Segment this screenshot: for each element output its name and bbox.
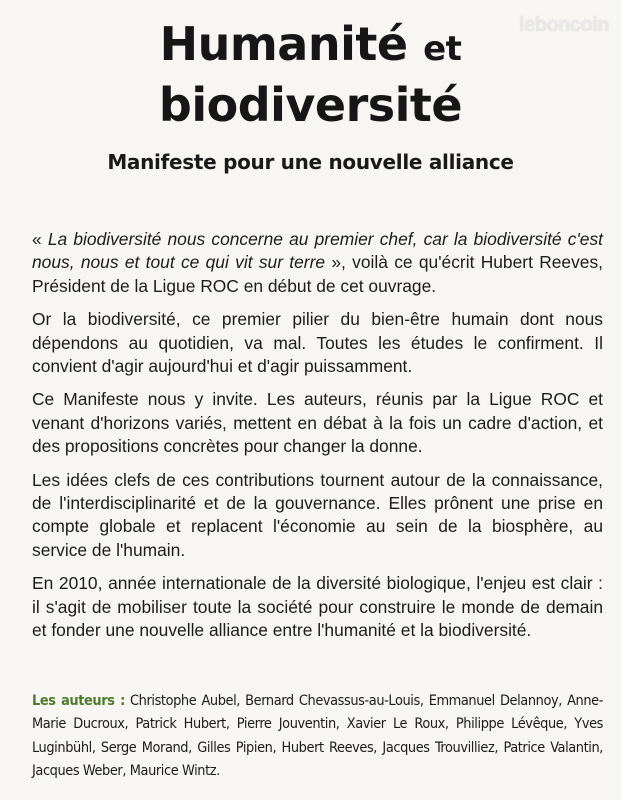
paragraph-1	[32, 228, 603, 298]
paragraph-2: Or la biodiversité, ce premier pilier du bien-être humain dont nous dépendons au quotidien, va mal. Toutes les études le confirment. Il convient d'agir aujourd'hui et d'agir puissamment.	[32, 309, 603, 377]
paragraph-5: En 2010, année internationale de la diversité biologique, l'enjeu est clair : il s'agit de mobiliser toute la société pour construire le monde de demain et fonder une nouvelle alliance entre l'humanité et la biodiversité.	[32, 573, 603, 641]
title-connector: et	[423, 29, 462, 69]
title-word-biodiversite: biodiversité	[158, 78, 463, 132]
quote-text: La biodiversité nous concerne au premier chef, car la biodiversité c'est nous, nous et tout ce qui vit sur terre	[32, 229, 603, 273]
authors-names: Christophe Aubel, Bernard Chevassus-au-Louis, Emmanuel Delannoy, Anne-Marie Ducroux, Patrick Hubert, Pierre Jouventin, Xavier Le Roux, Philippe Lévêque, Yves Luginbühl, Serge Morand, Gilles Pipien, Hubert Reeves, Jacques Trouvilliez, Patrice Valantin, Jacques Weber, Maurice Wintz.	[32, 693, 603, 780]
paragraph-4: Les idées clefs de ces contributions tournent autour de la connaissance, de l'interdisciplinarité et de la gouvernance. Elles prônent une prise en compte globale et replacent l'économie au sein de la biosphère, au service de l'humain.	[32, 469, 603, 560]
authors-list	[32, 690, 603, 784]
paragraph-3: Ce Manifeste nous y invite. Les auteurs, réunis par la Ligue ROC et venant d'horizons variés, mettent en débat à la fois un cadre d'action, et des propositions concrètes pour changer la donne.	[32, 389, 603, 457]
leboncoin-watermark: leboncoin	[519, 14, 609, 36]
title-word-humanite: Humanité	[159, 17, 408, 71]
back-cover-text	[32, 228, 603, 653]
quote-open: «	[32, 229, 48, 249]
authors-label: Les auteurs :	[32, 693, 125, 709]
quote-attribution: », voilà ce qu'écrit Hubert Reeves, Président de la Ligue ROC en début de cet ouvrage.	[32, 252, 603, 296]
book-subtitle: Manifeste pour une nouvelle alliance	[107, 150, 514, 174]
